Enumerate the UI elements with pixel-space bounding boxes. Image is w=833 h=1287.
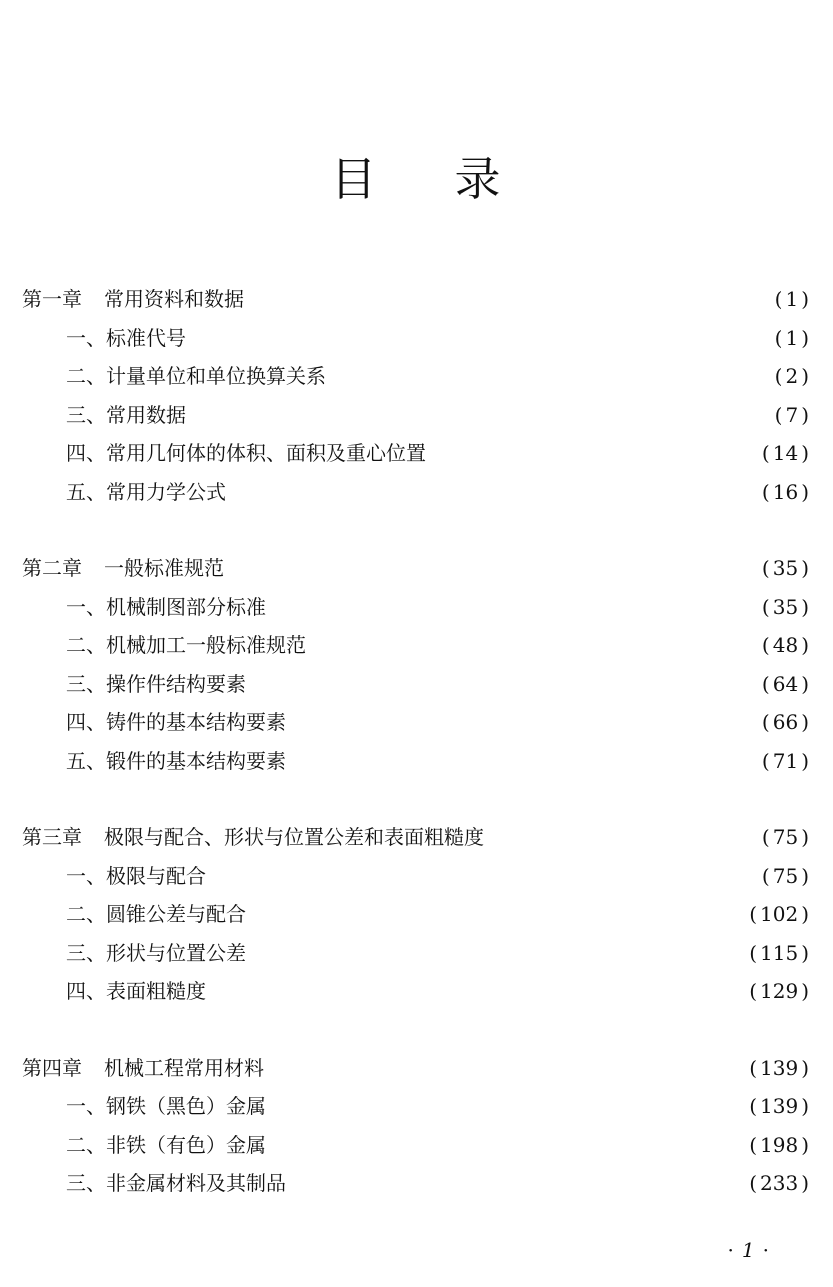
toc-entry-section[interactable] (0, 1126, 833, 1165)
toc-entry-section[interactable] (0, 895, 833, 934)
chapter-title: 常用资料和数据 (104, 287, 244, 311)
page-number: ( 129 ) (749, 979, 809, 1003)
section-title: 三、非金属材料及其制品 (66, 1171, 286, 1195)
folio-number: 1 (741, 1238, 755, 1262)
page-number: ( 2 ) (774, 364, 809, 388)
toc-entry-section[interactable] (0, 703, 833, 742)
page-number: ( 14 ) (761, 441, 809, 465)
page-number: ( 16 ) (761, 479, 809, 504)
toc-entry-chapter-3[interactable] (0, 818, 833, 857)
chapter-number: 第二章 (22, 556, 82, 580)
section-title: 五、锻件的基本结构要素 (66, 748, 286, 773)
page-number: ( 48 ) (761, 633, 809, 657)
chapter-heading (22, 818, 484, 857)
chapter-4 (0, 1049, 833, 1203)
toc-entry-section[interactable] (0, 972, 833, 1011)
section-title: 三、形状与位置公差 (66, 940, 246, 965)
chapter-title: 机械工程常用材料 (104, 1055, 264, 1080)
page-number: ( 75 ) (761, 863, 809, 888)
toc-entry-section[interactable] (0, 588, 833, 627)
page-number: ( 1 ) (774, 325, 809, 350)
chapter-3 (0, 818, 833, 1011)
toc-entry-chapter-2[interactable] (0, 549, 833, 588)
page-number: ( 35 ) (761, 556, 809, 580)
page-title (0, 152, 833, 207)
section-title: 二、计量单位和单位换算关系 (66, 364, 326, 388)
page-number: ( 1 ) (774, 287, 809, 311)
page-number: ( 233 ) (749, 1171, 809, 1195)
section-title: 四、表面粗糙度 (66, 979, 206, 1003)
toc-entry-section[interactable] (0, 396, 833, 435)
toc-entry-section[interactable] (0, 626, 833, 665)
page-number: ( 139 ) (749, 1094, 809, 1118)
title-char-1: 目 (330, 152, 379, 206)
toc-entry-section[interactable] (0, 434, 833, 473)
toc-entry-section[interactable] (0, 357, 833, 396)
section-title: 四、常用几何体的体积、面积及重心位置 (66, 441, 426, 465)
chapter-number: 第一章 (22, 287, 82, 311)
page-number: ( 139 ) (749, 1055, 809, 1080)
title-char-2: 录 (454, 152, 503, 206)
chapter-title: 一般标准规范 (104, 556, 224, 580)
page-number: ( 35 ) (761, 594, 809, 619)
page-number: ( 102 ) (749, 902, 809, 926)
page-number: ( 115 ) (749, 940, 809, 965)
section-title: 三、操作件结构要素 (66, 671, 246, 696)
table-of-contents (0, 280, 833, 1241)
page-number: ( 71 ) (761, 748, 809, 773)
chapter-2 (0, 549, 833, 780)
section-title: 一、标准代号 (66, 325, 186, 350)
chapter-title: 极限与配合、形状与位置公差和表面粗糙度 (104, 825, 484, 849)
section-title: 五、常用力学公式 (66, 479, 226, 504)
page-number: ( 75 ) (761, 825, 809, 849)
chapter-heading (22, 549, 224, 588)
page-number: ( 7 ) (774, 402, 809, 427)
chapter-heading (22, 280, 244, 319)
chapter-1 (0, 280, 833, 511)
page-number: ( 198 ) (749, 1132, 809, 1157)
section-title: 二、非铁（有色）金属 (66, 1132, 266, 1157)
section-title: 二、圆锥公差与配合 (66, 902, 246, 926)
section-title: 一、钢铁（黑色）金属 (66, 1094, 266, 1118)
toc-entry-section[interactable] (0, 934, 833, 973)
toc-entry-section[interactable] (0, 742, 833, 781)
toc-entry-section[interactable] (0, 473, 833, 512)
toc-entry-section[interactable] (0, 665, 833, 704)
chapter-number: 第三章 (22, 825, 82, 849)
page-folio (720, 1238, 777, 1262)
section-title: 三、常用数据 (66, 402, 186, 427)
toc-entry-chapter-1[interactable] (0, 280, 833, 319)
folio-dot-right: · (762, 1238, 769, 1262)
section-title: 一、极限与配合 (66, 863, 206, 888)
chapter-heading (22, 1049, 264, 1088)
toc-entry-section[interactable] (0, 1164, 833, 1203)
toc-entry-section[interactable] (0, 857, 833, 896)
toc-entry-section[interactable] (0, 1087, 833, 1126)
folio-dot-left: · (727, 1238, 734, 1262)
chapter-number: 第四章 (22, 1055, 82, 1080)
page-number: ( 64 ) (761, 671, 809, 696)
toc-entry-chapter-4[interactable] (0, 1049, 833, 1088)
section-title: 四、铸件的基本结构要素 (66, 710, 286, 734)
page-number: ( 66 ) (761, 710, 809, 734)
section-title: 二、机械加工一般标准规范 (66, 633, 306, 657)
toc-entry-section[interactable] (0, 319, 833, 358)
section-title: 一、机械制图部分标准 (66, 594, 266, 619)
